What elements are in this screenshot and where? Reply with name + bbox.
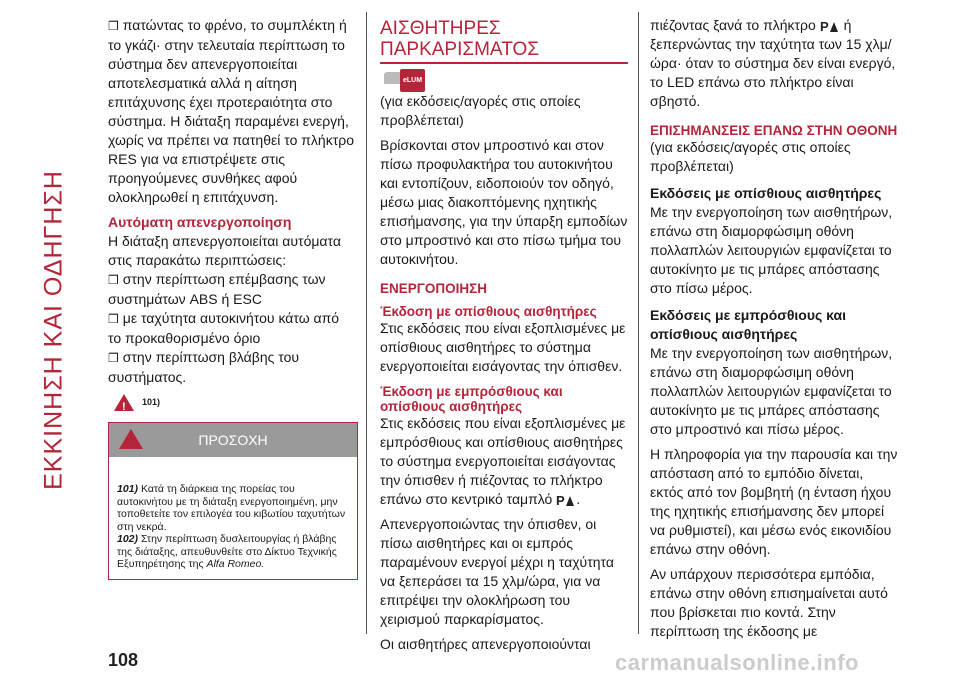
bullet-item: ❒ με ταχύτητα αυτοκινήτου κάτω από το προκαθορισμένο όριο [108, 309, 356, 348]
column-2 [380, 16, 628, 654]
caution-title: ΠΡΟΣΟΧΗ [198, 431, 268, 448]
subheading-auto-deactivation: Αυτόματη απενεργοποίηση [108, 214, 292, 230]
column-divider [366, 12, 367, 634]
paragraph: Με την ενεργοποίηση των αισθητήρων, επάνω στη διαμορφώσιμη οθόνη πολλαπλών λειτουργιών εμφανίζεται το αυτοκίνητο με τις μπάρες απόστασης στο πίσω μέρος. [650, 204, 893, 296]
paragraph-text: Στις εκδόσεις που είναι εξοπλισμένες με εμπρόσθιους και οπίσθιους αισθητήρες το σύστημα ενεργοποιείται εισάγοντας την όπισθεν ή πιέζοντας το πλήκτρο επάνω στο κεντρικό ταμπλό [380, 415, 626, 507]
column-1 [108, 16, 356, 580]
paragraph: ❒ πατώντας το φρένο, το συμπλέκτη ή το γκάζι· στην τελευταία περίπτωση το σύστημα δεν απενεργοποιείται αποτελεσματικά αλλά η αίτηση επιτάχυνσης έχει προτεραιότητα στο σύστημα. Η διάταξη παραμένει ενεργή, χωρίς να πρέπει να πατηθεί το πλήκτρο RES για να επιστρέψετε στις προηγούμενες συνθήκες αφού ολοκληρωθεί η επιτάχυνση. [108, 16, 356, 207]
version-badge [384, 68, 425, 92]
section-title-vertical: ΕΚΚΙΝΗΣΗ ΚΑΙ ΟΔΗΓΗΣΗ [39, 170, 68, 490]
note-text: Στην περίπτωση δυσλειτουργίας ή βλάβης της διάταξης, απευθυνθείτε στο Δίκτυο Τεχνικής Εξυπηρέτησης της [117, 533, 337, 570]
paragraph: Βρίσκονται στον μπροστινό και στον πίσω προφυλακτήρα του αυτοκινήτου και εντοπίζουν, ειδοποιούν τον οδηγό, μέσω μιας διακοπτόμενης ηχητικής επισήμανσης, για την ύπαρξη εμποδίων στο μπροστινό και στο πίσω τμήμα του αυτοκινήτου. [380, 137, 628, 267]
paragraph: (για εκδόσεις/αγορές στις οποίες προβλέπεται) [650, 139, 851, 174]
caution-header [109, 423, 357, 457]
section-title: ΑΙΣΘΗΤΗΡΕΣ ΠΑΡΚΑΡΙΣΜΑΤΟΣ [380, 18, 628, 64]
paragraph: (για εκδόσεις/αγορές στις οποίες προβλέπεται) [380, 93, 581, 128]
paragraph: Απενεργοποιώντας την όπισθεν, οι πίσω αισθητήρες και οι εμπρός παραμένουν ενεργοί μέχρι η ταχύτητα να ξεπεράσει τα 15 χλμ/ώρα, για να επιτρέψει την ολοκλήρωση του χειρισμού παρκαρίσματος. [380, 516, 614, 627]
bullet-item: ❒ στην περίπτωση βλάβης του συστήματος. [108, 348, 356, 387]
paragraph: Η διάταξη απενεργοποιείται αυτόματα στις παρακάτω περιπτώσεις: [108, 233, 341, 268]
paragraph: Οι αισθητήρες απενεργοποιούνται [380, 636, 591, 652]
paragraph-text: ή ξεπερνώντας την ταχύτητα των 15 χλμ/ώρα· όταν το σύστημα δεν είναι ενεργό, το LED επάνω στο πλήκτρο είναι σβηστό. [650, 17, 896, 109]
caution-box [108, 422, 358, 580]
paragraph [650, 16, 900, 111]
paragraph: Η πληροφορία για την παρουσία και την απόσταση από το εμπόδιο δίνεται, εκτός από τον βομβητή (η ένταση ήχου της ηχητικής επισήμανσης δεν μπορεί να ρυθμιστεί), και μέσω ενός εικονιδίου επάνω στην οθόνη. [650, 446, 898, 557]
bullet-item: ❒ στην περίπτωση επέμβασης των συστημάτων ABS ή ESC [108, 270, 356, 309]
caution-body [109, 457, 357, 579]
page-number: 108 [108, 650, 139, 670]
subheading-rear-sensors: Εκδόσεις με οπίσθιους αισθητήρες [650, 185, 882, 201]
paragraph-end: . [576, 491, 581, 507]
svg-text:P: P [819, 19, 829, 35]
warning-icon: ! [114, 394, 134, 411]
svg-text:P: P [556, 493, 565, 509]
paragraph-text: πιέζοντας ξανά το πλήκτρο [650, 17, 816, 33]
side-section-bar [34, 0, 74, 678]
brand-name: Alfa Romeo. [206, 558, 265, 570]
watermark: carmanualsonline.info [615, 650, 859, 675]
paragraph: Με την ενεργοποίηση των αισθητήρων, επάνω στη διαμορφώσιμη οθόνη πολλαπλών λειτουργιών εμφανίζεται το αυτοκίνητο με τις μπάρες απόστασης στο μπροστινό και πίσω μέρος. [650, 345, 893, 437]
subheading-front-rear-sensors: Εκδόσεις με εμπρόσθιους και οπίσθιους αισθητήρες [650, 307, 846, 342]
warning-icon [119, 429, 143, 449]
paragraph [380, 414, 628, 509]
warning-reference [114, 393, 356, 412]
parking-sensor-icon [556, 492, 576, 508]
column-3 [650, 16, 900, 641]
note-number: 101) [117, 483, 139, 495]
warning-ref-number: 101) [142, 397, 161, 407]
paragraph: Αν υπάρχουν περισσότερα εμπόδια, επάνω στην οθόνη επισημαίνεται αυτό που βρίσκεται πιο κοντά. Στην περίπτωση της έκδοσης με [650, 566, 888, 639]
subheading-rear-sensors: Έκδοση με οπίσθιους αισθητήρες [380, 304, 597, 319]
heading-display-warnings: ΕΠΙΣΗΜΑΝΣΕΙΣ ΕΠΑΝΩ ΣΤΗΝ ΟΘΟΝΗ [650, 123, 898, 138]
parking-sensor-icon [820, 18, 840, 34]
paragraph: Στις εκδόσεις που είναι εξοπλισμένες με οπίσθιους αισθητήρες το σύστημα ενεργοποιείται εισάγοντας την όπισθεν. [380, 320, 626, 374]
note-text: Κατά τη διάρκεια της πορείας του αυτοκινήτου με τη διάταξη ενεργοποιημένη, μην τοποθετείτε τον επιλογέα του κιβωτίου ταχυτήτων στη νεκρά. [117, 483, 346, 533]
column-divider [638, 12, 639, 634]
note-number: 102) [117, 533, 139, 545]
subheading-front-rear-sensors: Έκδοση με εμπρόσθιους και οπίσθιους αισθητήρες [380, 384, 563, 414]
elum-label: eLUM [400, 69, 425, 92]
heading-activation: ΕΝΕΡΓΟΠΟΙΗΣΗ [380, 281, 487, 296]
